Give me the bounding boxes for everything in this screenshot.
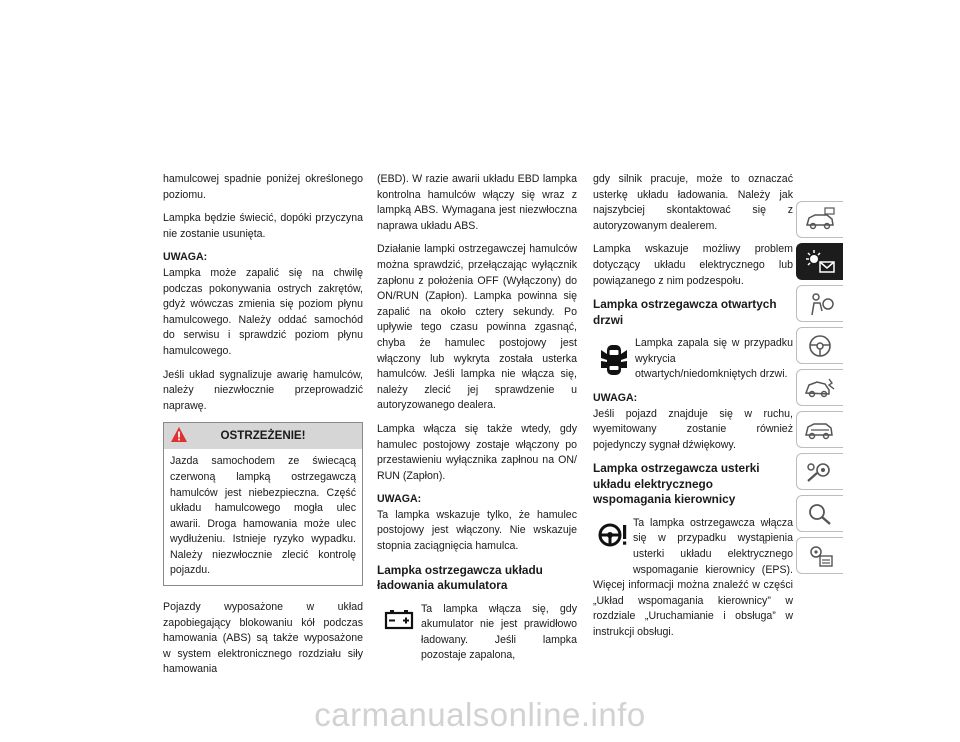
- note-text: Lampka może zapalić się na chwilę podczas pokonywania ostrych zakrętów, gdyż wówczas zmienia się poziom płynu hamulcowego. Należy oddać samochód do serwisu i sprawdzić poziom płynu hamulcowego.: [163, 266, 363, 357]
- tab-wrench-gear-icon[interactable]: [796, 453, 843, 490]
- warning-box: [163, 422, 363, 586]
- tab-airbag-icon[interactable]: [796, 285, 843, 322]
- section-heading: Lampka ostrzegawcza usterki układu elektrycznego wspomagania kierownicy: [593, 461, 760, 507]
- tab-index-icon[interactable]: [796, 537, 843, 574]
- note-label: UWAGA:: [593, 391, 638, 404]
- tab-warning-light-icon[interactable]: [796, 243, 843, 280]
- tab-car-info-icon[interactable]: [796, 201, 843, 238]
- paragraph: Lampka wskazuje możliwy problem dotyczący układu elektrycznego lub powiązanego z nim podzespołu.: [593, 243, 793, 287]
- paragraph: Działanie lampki ostrzegawczej hamulców można sprawdzić, przełączając wyłącznik zapłonu z położenia OFF (Wyłączony) do ON/RUN (Zapłon). Lampka powinna się zapalić na około cztery sekundy. Po upływie tego czasu powinna zgasnąć, chyba że hamulec postojowy jest włączony lub wykryta została usterka hamulców. Jeśli lampka nie włącza się, należy zlecić jej sprawdzenie u autoryzowanego dealera.: [377, 243, 577, 412]
- note-text: Jeśli pojazd znajduje się w ruchu, wyemitowany zostanie również pojedynczy sygnał dźwiękowy.: [593, 407, 793, 451]
- watermark: carmanualsonline.info: [314, 696, 646, 733]
- battery-warning-text: Ta lampka włącza się, gdy akumulator nie jest prawidłowo ładowany. Jeśli lampka pozostaje zapalona,: [421, 602, 577, 662]
- note-text: Ta lampka wskazuje tylko, że hamulec postojowy jest włączony. Nie wskazuje stopnia zaciągnięcia hamulca.: [377, 508, 577, 553]
- paragraph: hamulcowej spadnie poniżej określonego poziomu.: [163, 173, 363, 201]
- note: [163, 250, 363, 359]
- tab-steering-wheel-icon[interactable]: [796, 327, 843, 364]
- note: [593, 391, 793, 453]
- column-1: [163, 172, 363, 686]
- paragraph: Lampka będzie świecić, dopóki przyczyna nie zostanie usunięta.: [163, 212, 363, 240]
- section-heading: Lampka ostrzegawcza otwartych drzwi: [593, 297, 777, 327]
- tab-search-icon[interactable]: [796, 495, 843, 532]
- battery-icon: [377, 602, 421, 630]
- paragraph: Jeśli układ sygnalizuje awarię hamulców, należy niezwłocznie przeprowadzić naprawę.: [163, 368, 363, 412]
- steering-warning-icon: [593, 516, 633, 578]
- note: [377, 492, 577, 554]
- chapter-tabs: [796, 201, 844, 579]
- battery-warning-row: [377, 602, 577, 664]
- warning-triangle-icon: [170, 426, 188, 454]
- note-label: UWAGA:: [163, 251, 208, 264]
- paragraph: (EBD). W razie awarii układu EBD lampka kontrolna hamulców włączy się wraz z lampką ABS. Wymagana jest niezwłoczna naprawa układu ABS.: [377, 173, 577, 232]
- column-3: [593, 172, 793, 649]
- note-label: UWAGA:: [377, 493, 422, 506]
- eps-warning-text: Ta lampka ostrzegawcza włącza się w przypadku wystąpienia usterki układu elektrycznego wspomaganie kierownicy (EPS). Więcej informacji można znaleźć w części „Układ wspomagania kierownicy” w rozdziale „Uruchamianie i obsługa” w instrukcji obsługi.: [593, 516, 793, 638]
- tab-car-crash-icon[interactable]: [796, 369, 843, 406]
- door-warning-row: [593, 336, 793, 383]
- paragraph: Pojazdy wyposażone w układ zapobiegający blokowaniu kół podczas hamowania (ABS) są także wyposażone w system elektronicznego rozdziału siły hamowania: [163, 601, 363, 676]
- section-heading: Lampka ostrzegawcza układu ładowania akumulatora: [377, 562, 543, 593]
- door-warning-text: Lampka zapala się w przypadku wykrycia otwartych/niedomkniętych drzwi.: [635, 337, 793, 381]
- paragraph: gdy silnik pracuje, może to oznaczać usterkę układu ładowania. Należy jak najszybciej skontaktować się z autoryzowanym dealerem.: [593, 173, 793, 232]
- warning-body: [164, 449, 362, 579]
- tab-car-service-icon[interactable]: [796, 411, 843, 448]
- paragraph: Lampka włącza się także wtedy, gdy hamulec postojowy zostaje włączony po przestawieniu wyłącznika zapłnou na ON/ RUN (Zapłon).: [377, 422, 577, 482]
- warning-header: [164, 423, 362, 449]
- door-open-icon: [593, 336, 635, 378]
- eps-warning-block: [593, 516, 793, 641]
- warning-text: Jazda samochodem ze świecącą czerwoną lampką ostrzegawczą hamulców jest niebezpieczna. Część układu hamulcowego mogła ulec awarii. Droga hamowania może ulec wydłużeniu. Istnieje ryzyko wypadku. Należy niezwłocznie zlecić kontrolę pojazdu.: [170, 455, 356, 577]
- warning-title: OSTRZEŻENIE!: [220, 429, 306, 443]
- column-2: [377, 172, 577, 672]
